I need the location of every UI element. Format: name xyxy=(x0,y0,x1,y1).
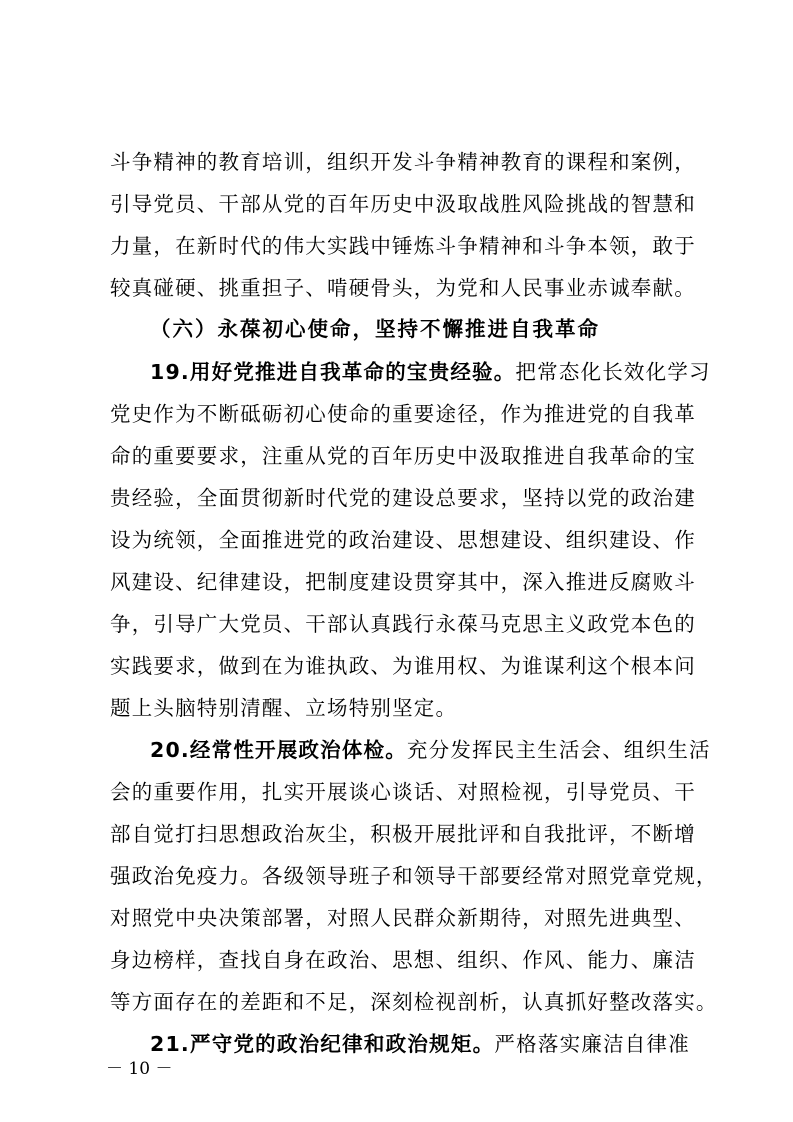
body-line-1: 斗争精神的教育培训，组织开发斗争精神教育的课程和案例， xyxy=(110,150,696,174)
item19-line-5: 风建设、纪律建设，把制度建设贯穿其中，深入推进反腐败斗 xyxy=(110,570,696,594)
item19-first-line xyxy=(150,354,711,390)
body-line-2: 引导党员、干部从党的百年历史中汲取战胜风险挑战的智慧和 xyxy=(110,192,696,216)
item21-first-rest: 严格落实廉洁自律准 xyxy=(494,1032,690,1056)
item19-line-6: 争，引导广大党员、干部认真践行永葆马克思主义政党本色的 xyxy=(110,612,696,636)
item21-first-line xyxy=(150,1026,690,1062)
item20-line-3: 强政治免疫力。各级领导班子和领导干部要经常对照党章党规， xyxy=(110,864,718,888)
item19-line-1: 党史作为不断砥砺初心使命的重要途径，作为推进党的自我革 xyxy=(110,402,696,426)
item20-line-5: 身边榜样，查找自身在政治、思想、组织、作风、能力、廉洁 xyxy=(110,948,696,972)
item19-title: 19.用好党推进自我革命的宝贵经验。 xyxy=(150,360,516,384)
item20-first-line xyxy=(150,732,711,768)
item20-line-2: 部自觉打扫思想政治灰尘，积极开展批评和自我批评，不断增 xyxy=(110,822,696,846)
item19-line-7: 实践要求，做到在为谁执政、为谁用权、为谁谋利这个根本问 xyxy=(110,654,696,678)
page-number: － 10 － xyxy=(106,1059,173,1079)
item21-title: 21.严守党的政治纪律和政治规矩。 xyxy=(150,1032,495,1056)
item20-first-rest: 充分发挥民主生活会、组织生活 xyxy=(406,738,711,762)
body-line-4: 较真碰硬、挑重担子、啃硬骨头，为党和人民事业赤诚奉献。 xyxy=(110,276,696,300)
item20-line-1: 会的重要作用，扎实开展谈心谈话、对照检视，引导党员、干 xyxy=(110,780,696,804)
item19-line-3: 贵经验，全面贯彻新时代党的建设总要求，坚持以党的政治建 xyxy=(110,486,696,510)
item19-line-4: 设为统领，全面推进党的政治建设、思想建设、组织建设、作 xyxy=(110,528,696,552)
item20-line-6: 等方面存在的差距和不足，深刻检视剖析，认真抓好整改落实。 xyxy=(110,990,718,1014)
item19-line-8: 题上头脑特别清醒、立场特别坚定。 xyxy=(110,696,458,720)
item19-line-2: 命的重要要求，注重从党的百年历史中汲取推进自我革命的宝 xyxy=(110,444,696,468)
item20-line-4: 对照党中央决策部署，对照人民群众新期待，对照先进典型、 xyxy=(110,906,696,930)
item19-first-rest: 把常态化长效化学习 xyxy=(515,360,711,384)
item20-title: 20.经常性开展政治体检。 xyxy=(150,738,407,762)
body-line-3: 力量，在新时代的伟大实践中锤炼斗争精神和斗争本领，敢于 xyxy=(110,234,696,258)
section-heading: （六）永葆初心使命，坚持不懈推进自我革命 xyxy=(150,317,600,341)
